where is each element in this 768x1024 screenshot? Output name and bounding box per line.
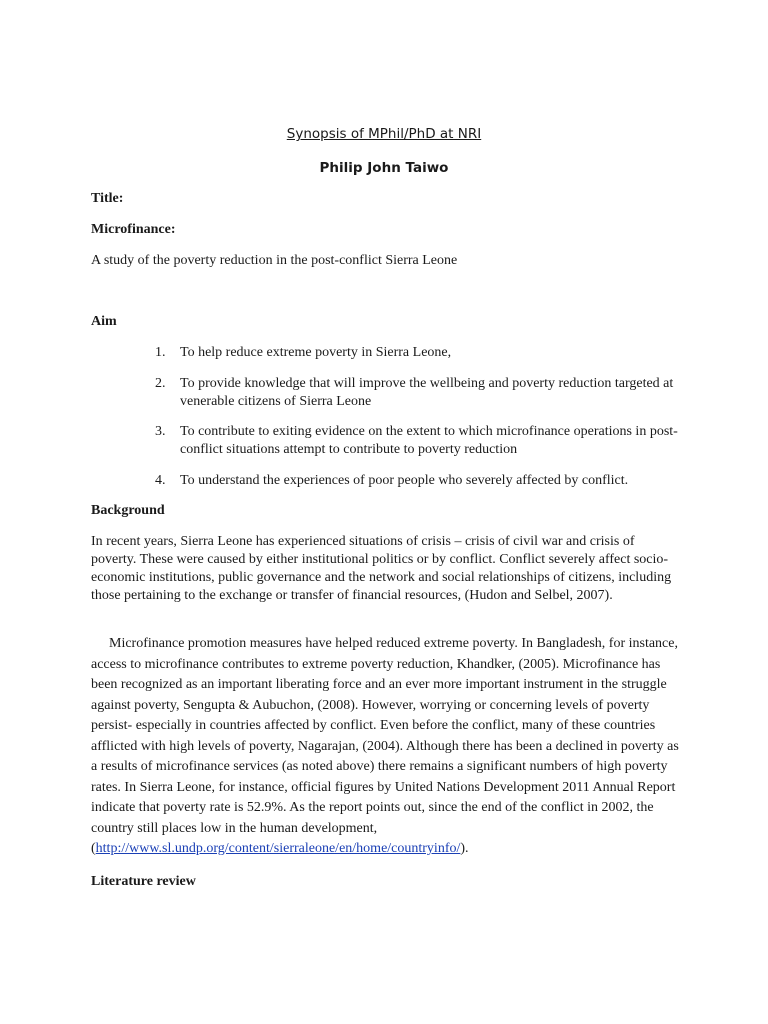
aim-text: To contribute to exiting evidence on the extent to which microfinance operations in post-conflict situations attempt to contribute to poverty reduction — [180, 424, 678, 457]
aim-number: 1. — [155, 345, 166, 360]
aim-text: To help reduce extreme poverty in Sierra Leone, — [180, 345, 452, 360]
background-heading: Background — [91, 503, 165, 518]
aim-text: To understand the experiences of poor people who severely affected by conflict. — [180, 473, 629, 488]
paragraph-2-end: ). — [460, 841, 469, 856]
author-text: Philip John Taiwo — [319, 160, 449, 176]
background-paragraph-2 — [91, 634, 681, 860]
aim-number: 4. — [155, 473, 166, 488]
aim-number: 2. — [155, 376, 166, 391]
background-paragraph-1: In recent years, Sierra Leone has experienced situations of crisis – crisis of civil war and crisis of poverty. These were caused by either institutional politics or by conflict. Conflict severely affect socio-economic institutions, public governance and the network and social relationships of citizens, including those pertaining to the exchange or transfer of financial resources, (Hudon and Selbel, 2007). — [91, 534, 672, 603]
aim-number: 3. — [155, 424, 166, 439]
literature-review-heading: Literature review — [91, 874, 196, 889]
paragraph-2-text: Microfinance promotion measures have helped reduced extreme poverty. In Bangladesh, for instance, access to microfinance contributes to extreme poverty reduction, Khandker, (2005). Microfinance has been recognized as an important liberating force and an ever more important instrument in the struggle against poverty, Sengupta & Aubuchon, (2008). However, worrying or concerning levels of poverty persist- especially in countries affected by conflict. Even before the conflict, many of these countries afflicted with high levels of poverty, Nagarajan, (2004). Although there has been a declined in poverty as a results of microfinance services (as noted above) there remains a significant numbers of high poverty rates. In Sierra Leone, for instance, official figures by United Nations Development 2011 Annual Report indicate that poverty rate is 52.9%. As the report points out, since the end of the conflict in 2002, the country still places low in the human development, ( — [91, 636, 679, 856]
document-title: Synopsis of MPhil/PhD at NRI — [286, 126, 482, 142]
aim-heading: Aim — [91, 314, 117, 329]
aim-text: To provide knowledge that will improve the wellbeing and poverty reduction targeted at venerable citizens of Sierra Leone — [180, 376, 674, 409]
undp-link[interactable]: http://www.sl.undp.org/content/sierraleone/en/home/countryinfo/ — [95, 841, 461, 856]
study-description: A study of the poverty reduction in the post-conflict Sierra Leone — [91, 253, 458, 268]
microfinance-heading: Microfinance: — [91, 222, 176, 237]
title-label: Title: — [91, 191, 124, 206]
author-name — [0, 160, 768, 176]
